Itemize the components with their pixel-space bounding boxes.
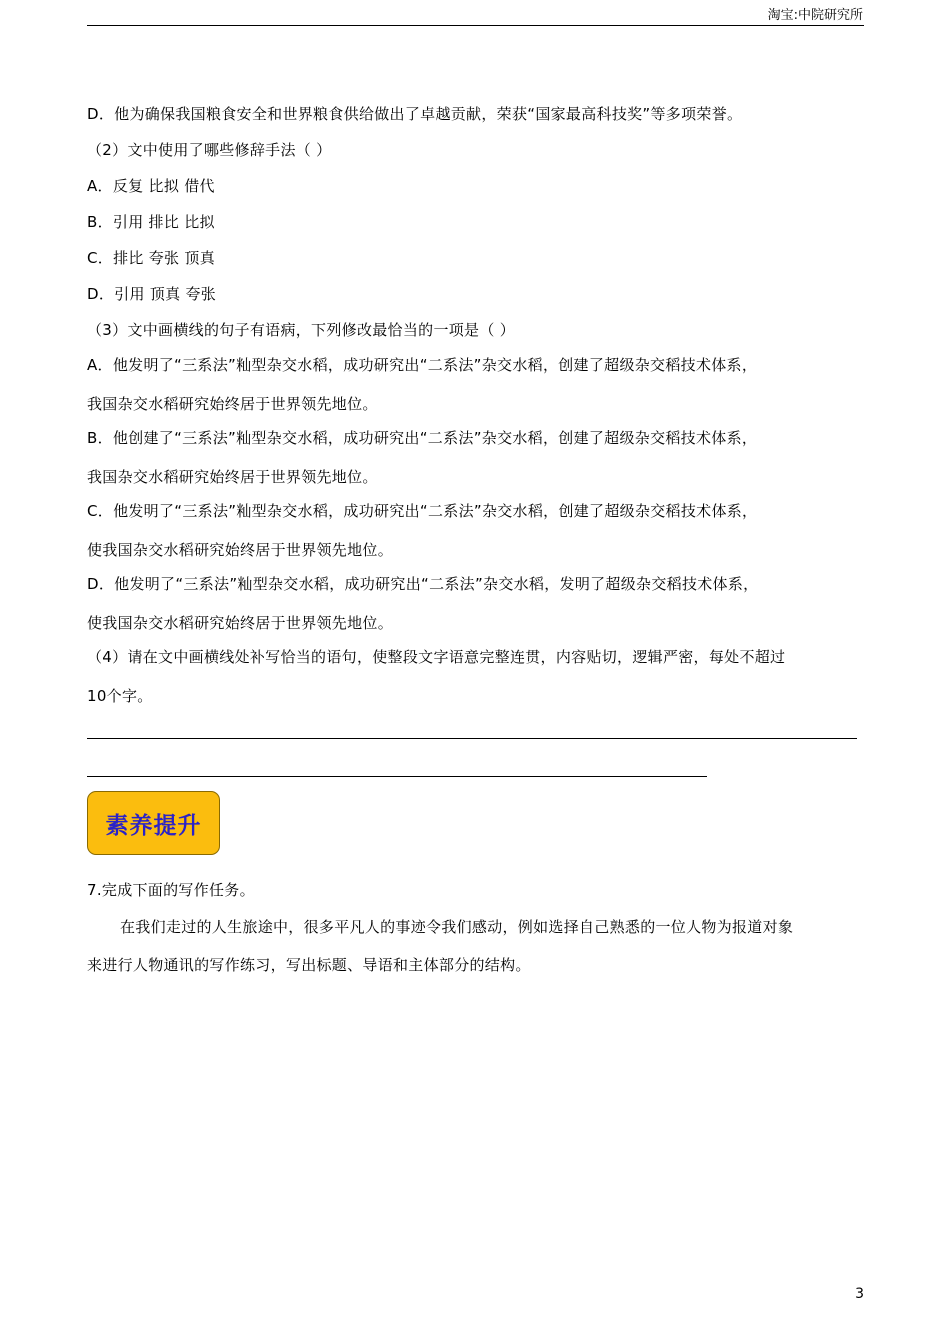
question-7-title: 7.完成下面的写作任务。 [87, 881, 255, 899]
section-badge-label: 素养提升 [105, 812, 202, 839]
section-badge [87, 791, 220, 855]
answer-line-1[interactable] [87, 738, 857, 739]
q3-option-a-line1: A．他发明了“三系法”籼型杂交水稻，成功研究出“二系法”杂交水稻，创建了超级杂交稻技术体系， [87, 356, 758, 374]
question-7-body-line2: 来进行人物通讯的写作练习，写出标题、导语和主体部分的结构。 [87, 956, 531, 974]
q3-option-b-line1: B．他创建了“三系法”籼型杂交水稻，成功研究出“二系法”杂交水稻，创建了超级杂交稻技术体系， [87, 429, 758, 447]
q3-option-c-line1: C．他发明了“三系法”籼型杂交水稻，成功研究出“二系法”杂交水稻，创建了超级杂交稻技术体系， [87, 502, 758, 520]
q2-option-d: D．引用 顶真 夸张 [87, 285, 217, 303]
q3-option-d-line2: 使我国杂交水稻研究始终居于世界领先地位。 [87, 614, 394, 632]
q2-option-a: A．反复 比拟 借代 [87, 177, 215, 195]
q2-option-b: B．引用 排比 比拟 [87, 213, 215, 231]
header-divider [87, 25, 864, 26]
question-3-line: （3）文中画横线的句子有语病，下列修改最恰当的一项是（ ） [87, 321, 516, 339]
question-4-line1: （4）请在文中画横线处补写恰当的语句，使整段文字语意完整连贯，内容贴切，逻辑严密，每处不超过 [87, 648, 786, 666]
page-number: 3 [855, 1286, 864, 1302]
q3-option-d-line1: D．他发明了“三系法”籼型杂交水稻，成功研究出“二系法”杂交水稻，发明了超级杂交稻技术体系， [87, 575, 759, 593]
answer-line-2[interactable] [87, 776, 707, 777]
question-7-body-line1: 在我们走过的人生旅途中，很多平凡人的事迹令我们感动，例如选择自己熟悉的一位人物为报道对象 [120, 918, 794, 936]
q2-option-c: C．排比 夸张 顶真 [87, 249, 216, 267]
q3-option-b-line2: 我国杂交水稻研究始终居于世界领先地位。 [87, 468, 378, 486]
question-2-line: （2）文中使用了哪些修辞手法（ ） [87, 141, 332, 159]
q3-option-a-line2: 我国杂交水稻研究始终居于世界领先地位。 [87, 395, 378, 413]
option-d-line: D．他为确保我国粮食安全和世界粮食供给做出了卓越贡献，荣获“国家最高科技奖”等多项荣誉。 [87, 105, 743, 123]
question-4-line2: 10个字。 [87, 687, 153, 705]
q3-option-c-line2: 使我国杂交水稻研究始终居于世界领先地位。 [87, 541, 394, 559]
header-text: 淘宝:中院研究所 [767, 8, 863, 23]
